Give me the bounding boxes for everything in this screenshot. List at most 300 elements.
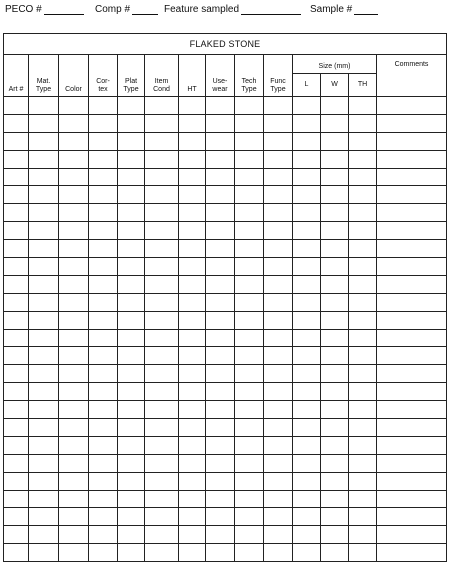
table-cell[interactable] (29, 186, 59, 204)
table-cell[interactable] (59, 222, 89, 240)
table-cell[interactable] (293, 329, 321, 347)
table-cell[interactable] (145, 401, 179, 419)
table-cell[interactable] (145, 526, 179, 544)
table-cell[interactable] (349, 222, 377, 240)
table-cell[interactable] (118, 419, 145, 437)
table-cell[interactable] (293, 526, 321, 544)
table-cell[interactable] (206, 436, 235, 454)
table-cell[interactable] (235, 454, 264, 472)
table-cell[interactable] (235, 186, 264, 204)
table-cell[interactable] (321, 168, 349, 186)
table-cell[interactable] (59, 401, 89, 419)
table-cell[interactable] (264, 419, 293, 437)
table-cell[interactable] (206, 186, 235, 204)
table-cell[interactable] (321, 204, 349, 222)
table-cell[interactable] (349, 97, 377, 115)
table-cell[interactable] (179, 186, 206, 204)
table-cell[interactable] (179, 168, 206, 186)
table-cell[interactable] (377, 240, 447, 258)
table-cell[interactable] (118, 222, 145, 240)
table-cell[interactable] (89, 150, 118, 168)
table-cell[interactable] (206, 311, 235, 329)
table-cell[interactable] (145, 168, 179, 186)
table-cell[interactable] (89, 275, 118, 293)
table-cell[interactable] (264, 132, 293, 150)
table-cell[interactable] (349, 436, 377, 454)
table-cell[interactable] (89, 329, 118, 347)
table-cell[interactable] (89, 347, 118, 365)
table-cell[interactable] (235, 275, 264, 293)
table-cell[interactable] (118, 365, 145, 383)
table-cell[interactable] (206, 293, 235, 311)
table-cell[interactable] (235, 168, 264, 186)
table-cell[interactable] (321, 526, 349, 544)
table-cell[interactable] (29, 240, 59, 258)
table-cell[interactable] (59, 454, 89, 472)
table-cell[interactable] (118, 168, 145, 186)
table-cell[interactable] (59, 168, 89, 186)
table-cell[interactable] (206, 329, 235, 347)
table-cell[interactable] (321, 97, 349, 115)
table-cell[interactable] (4, 490, 29, 508)
table-cell[interactable] (377, 150, 447, 168)
table-cell[interactable] (206, 383, 235, 401)
table-cell[interactable] (59, 186, 89, 204)
table-cell[interactable] (118, 258, 145, 276)
table-cell[interactable] (349, 293, 377, 311)
table-cell[interactable] (206, 275, 235, 293)
table-cell[interactable] (293, 97, 321, 115)
table-cell[interactable] (264, 311, 293, 329)
table-cell[interactable] (118, 401, 145, 419)
table-cell[interactable] (264, 204, 293, 222)
table-cell[interactable] (377, 508, 447, 526)
table-cell[interactable] (59, 311, 89, 329)
table-cell[interactable] (145, 365, 179, 383)
table-cell[interactable] (29, 383, 59, 401)
table-cell[interactable] (145, 293, 179, 311)
table-cell[interactable] (235, 544, 264, 562)
table-cell[interactable] (89, 383, 118, 401)
table-cell[interactable] (377, 401, 447, 419)
table-cell[interactable] (377, 544, 447, 562)
table-cell[interactable] (4, 97, 29, 115)
table-cell[interactable] (206, 347, 235, 365)
table-cell[interactable] (321, 490, 349, 508)
table-cell[interactable] (206, 114, 235, 132)
table-cell[interactable] (59, 419, 89, 437)
table-cell[interactable] (321, 436, 349, 454)
table-cell[interactable] (118, 526, 145, 544)
table-cell[interactable] (206, 472, 235, 490)
table-cell[interactable] (118, 508, 145, 526)
table-cell[interactable] (293, 419, 321, 437)
table-cell[interactable] (349, 168, 377, 186)
table-cell[interactable] (349, 114, 377, 132)
table-cell[interactable] (29, 97, 59, 115)
table-cell[interactable] (377, 526, 447, 544)
table-cell[interactable] (59, 204, 89, 222)
table-cell[interactable] (29, 275, 59, 293)
table-cell[interactable] (206, 97, 235, 115)
table-cell[interactable] (118, 329, 145, 347)
table-cell[interactable] (29, 132, 59, 150)
table-cell[interactable] (89, 472, 118, 490)
table-cell[interactable] (321, 293, 349, 311)
table-cell[interactable] (293, 544, 321, 562)
table-cell[interactable] (29, 258, 59, 276)
table-cell[interactable] (264, 293, 293, 311)
table-cell[interactable] (349, 275, 377, 293)
table-cell[interactable] (235, 311, 264, 329)
table-cell[interactable] (4, 347, 29, 365)
table-cell[interactable] (29, 347, 59, 365)
table-cell[interactable] (321, 544, 349, 562)
table-cell[interactable] (179, 544, 206, 562)
table-cell[interactable] (179, 97, 206, 115)
table-cell[interactable] (145, 436, 179, 454)
table-cell[interactable] (29, 114, 59, 132)
table-cell[interactable] (293, 311, 321, 329)
table-cell[interactable] (29, 526, 59, 544)
table-cell[interactable] (377, 329, 447, 347)
table-cell[interactable] (29, 204, 59, 222)
table-cell[interactable] (235, 293, 264, 311)
table-cell[interactable] (293, 204, 321, 222)
table-cell[interactable] (264, 114, 293, 132)
peco-number-blank[interactable] (44, 4, 84, 15)
table-cell[interactable] (89, 186, 118, 204)
table-cell[interactable] (4, 383, 29, 401)
table-cell[interactable] (4, 258, 29, 276)
table-cell[interactable] (145, 275, 179, 293)
table-cell[interactable] (377, 365, 447, 383)
table-cell[interactable] (377, 383, 447, 401)
table-cell[interactable] (206, 526, 235, 544)
sample-number-blank[interactable] (354, 4, 378, 15)
table-cell[interactable] (179, 329, 206, 347)
table-cell[interactable] (264, 401, 293, 419)
table-cell[interactable] (4, 365, 29, 383)
table-cell[interactable] (264, 329, 293, 347)
table-cell[interactable] (179, 222, 206, 240)
table-cell[interactable] (179, 526, 206, 544)
table-cell[interactable] (29, 508, 59, 526)
table-cell[interactable] (118, 240, 145, 258)
table-cell[interactable] (321, 222, 349, 240)
comp-number-field[interactable] (95, 4, 158, 15)
table-cell[interactable] (377, 347, 447, 365)
table-cell[interactable] (321, 365, 349, 383)
table-cell[interactable] (145, 240, 179, 258)
table-cell[interactable] (29, 168, 59, 186)
table-cell[interactable] (349, 401, 377, 419)
table-cell[interactable] (235, 436, 264, 454)
table-cell[interactable] (349, 150, 377, 168)
table-cell[interactable] (377, 258, 447, 276)
table-cell[interactable] (179, 436, 206, 454)
table-cell[interactable] (145, 97, 179, 115)
table-cell[interactable] (118, 311, 145, 329)
table-cell[interactable] (89, 293, 118, 311)
table-cell[interactable] (321, 258, 349, 276)
table-cell[interactable] (145, 311, 179, 329)
table-cell[interactable] (293, 275, 321, 293)
table-cell[interactable] (321, 114, 349, 132)
table-cell[interactable] (59, 526, 89, 544)
table-cell[interactable] (59, 293, 89, 311)
table-cell[interactable] (321, 150, 349, 168)
table-cell[interactable] (321, 454, 349, 472)
table-cell[interactable] (206, 222, 235, 240)
table-cell[interactable] (349, 365, 377, 383)
table-cell[interactable] (179, 454, 206, 472)
table-cell[interactable] (377, 204, 447, 222)
table-cell[interactable] (29, 472, 59, 490)
table-cell[interactable] (206, 132, 235, 150)
table-cell[interactable] (293, 454, 321, 472)
table-cell[interactable] (321, 186, 349, 204)
table-cell[interactable] (29, 293, 59, 311)
table-cell[interactable] (59, 365, 89, 383)
table-cell[interactable] (89, 365, 118, 383)
table-cell[interactable] (118, 454, 145, 472)
table-cell[interactable] (377, 132, 447, 150)
table-cell[interactable] (4, 329, 29, 347)
table-cell[interactable] (89, 526, 118, 544)
table-cell[interactable] (89, 544, 118, 562)
table-cell[interactable] (377, 490, 447, 508)
table-cell[interactable] (89, 401, 118, 419)
table-cell[interactable] (89, 454, 118, 472)
table-cell[interactable] (59, 240, 89, 258)
table-cell[interactable] (264, 275, 293, 293)
table-cell[interactable] (293, 508, 321, 526)
table-cell[interactable] (235, 472, 264, 490)
table-cell[interactable] (235, 222, 264, 240)
table-cell[interactable] (118, 204, 145, 222)
table-cell[interactable] (321, 347, 349, 365)
table-cell[interactable] (264, 436, 293, 454)
table-cell[interactable] (377, 222, 447, 240)
table-cell[interactable] (118, 132, 145, 150)
table-cell[interactable] (377, 436, 447, 454)
table-cell[interactable] (179, 204, 206, 222)
table-cell[interactable] (206, 508, 235, 526)
table-cell[interactable] (349, 240, 377, 258)
table-cell[interactable] (293, 150, 321, 168)
table-cell[interactable] (89, 204, 118, 222)
table-cell[interactable] (59, 97, 89, 115)
table-cell[interactable] (59, 132, 89, 150)
table-cell[interactable] (206, 490, 235, 508)
table-cell[interactable] (59, 508, 89, 526)
table-cell[interactable] (4, 168, 29, 186)
table-cell[interactable] (349, 204, 377, 222)
table-cell[interactable] (145, 508, 179, 526)
table-cell[interactable] (4, 150, 29, 168)
table-cell[interactable] (29, 365, 59, 383)
table-cell[interactable] (145, 383, 179, 401)
table-cell[interactable] (179, 311, 206, 329)
table-cell[interactable] (59, 347, 89, 365)
table-cell[interactable] (59, 114, 89, 132)
table-cell[interactable] (179, 419, 206, 437)
table-cell[interactable] (89, 311, 118, 329)
table-cell[interactable] (145, 329, 179, 347)
table-cell[interactable] (118, 436, 145, 454)
table-cell[interactable] (377, 293, 447, 311)
table-cell[interactable] (264, 240, 293, 258)
table-cell[interactable] (293, 472, 321, 490)
table-cell[interactable] (377, 419, 447, 437)
table-cell[interactable] (206, 365, 235, 383)
table-cell[interactable] (179, 401, 206, 419)
table-cell[interactable] (293, 490, 321, 508)
table-cell[interactable] (179, 258, 206, 276)
table-cell[interactable] (179, 365, 206, 383)
table-cell[interactable] (235, 365, 264, 383)
table-cell[interactable] (235, 347, 264, 365)
feature-sampled-blank[interactable] (241, 4, 301, 15)
table-cell[interactable] (206, 258, 235, 276)
table-cell[interactable] (321, 132, 349, 150)
table-cell[interactable] (118, 293, 145, 311)
table-cell[interactable] (264, 97, 293, 115)
table-cell[interactable] (321, 275, 349, 293)
table-cell[interactable] (89, 419, 118, 437)
table-cell[interactable] (179, 240, 206, 258)
table-cell[interactable] (293, 222, 321, 240)
table-cell[interactable] (349, 258, 377, 276)
table-cell[interactable] (179, 490, 206, 508)
feature-sampled-field[interactable] (164, 4, 301, 15)
table-cell[interactable] (349, 311, 377, 329)
table-cell[interactable] (145, 454, 179, 472)
table-cell[interactable] (118, 383, 145, 401)
table-cell[interactable] (264, 472, 293, 490)
table-cell[interactable] (59, 329, 89, 347)
table-cell[interactable] (29, 454, 59, 472)
table-cell[interactable] (29, 544, 59, 562)
table-cell[interactable] (377, 472, 447, 490)
table-cell[interactable] (145, 222, 179, 240)
table-cell[interactable] (349, 454, 377, 472)
table-cell[interactable] (349, 329, 377, 347)
table-cell[interactable] (29, 150, 59, 168)
table-cell[interactable] (321, 329, 349, 347)
table-cell[interactable] (4, 311, 29, 329)
table-cell[interactable] (29, 401, 59, 419)
table-cell[interactable] (145, 347, 179, 365)
table-cell[interactable] (89, 222, 118, 240)
table-cell[interactable] (59, 383, 89, 401)
table-cell[interactable] (4, 240, 29, 258)
table-cell[interactable] (321, 508, 349, 526)
table-cell[interactable] (4, 526, 29, 544)
table-cell[interactable] (235, 490, 264, 508)
table-cell[interactable] (4, 436, 29, 454)
table-cell[interactable] (235, 114, 264, 132)
table-cell[interactable] (59, 275, 89, 293)
table-cell[interactable] (293, 240, 321, 258)
table-cell[interactable] (206, 454, 235, 472)
table-cell[interactable] (264, 347, 293, 365)
table-cell[interactable] (349, 419, 377, 437)
table-cell[interactable] (293, 258, 321, 276)
table-cell[interactable] (29, 311, 59, 329)
table-cell[interactable] (206, 544, 235, 562)
table-cell[interactable] (179, 508, 206, 526)
table-cell[interactable] (235, 526, 264, 544)
table-cell[interactable] (206, 168, 235, 186)
table-cell[interactable] (59, 150, 89, 168)
table-cell[interactable] (89, 258, 118, 276)
table-cell[interactable] (293, 132, 321, 150)
table-cell[interactable] (179, 275, 206, 293)
table-cell[interactable] (118, 544, 145, 562)
table-cell[interactable] (29, 419, 59, 437)
table-cell[interactable] (4, 186, 29, 204)
table-cell[interactable] (29, 329, 59, 347)
table-cell[interactable] (235, 401, 264, 419)
table-cell[interactable] (118, 472, 145, 490)
table-cell[interactable] (264, 490, 293, 508)
table-cell[interactable] (293, 293, 321, 311)
table-cell[interactable] (264, 222, 293, 240)
table-cell[interactable] (235, 97, 264, 115)
table-cell[interactable] (349, 508, 377, 526)
table-cell[interactable] (264, 526, 293, 544)
table-cell[interactable] (145, 150, 179, 168)
table-cell[interactable] (377, 275, 447, 293)
table-cell[interactable] (145, 490, 179, 508)
table-cell[interactable] (293, 401, 321, 419)
table-cell[interactable] (89, 168, 118, 186)
table-cell[interactable] (206, 204, 235, 222)
table-cell[interactable] (377, 454, 447, 472)
table-cell[interactable] (118, 150, 145, 168)
peco-number-field[interactable] (5, 4, 84, 15)
table-cell[interactable] (321, 472, 349, 490)
table-cell[interactable] (349, 472, 377, 490)
table-cell[interactable] (59, 490, 89, 508)
table-cell[interactable] (293, 347, 321, 365)
comp-number-blank[interactable] (132, 4, 158, 15)
table-cell[interactable] (118, 114, 145, 132)
table-cell[interactable] (349, 186, 377, 204)
table-cell[interactable] (235, 240, 264, 258)
table-cell[interactable] (4, 293, 29, 311)
table-cell[interactable] (4, 508, 29, 526)
table-cell[interactable] (89, 436, 118, 454)
table-cell[interactable] (179, 472, 206, 490)
table-cell[interactable] (349, 490, 377, 508)
table-cell[interactable] (145, 419, 179, 437)
table-cell[interactable] (235, 258, 264, 276)
table-cell[interactable] (264, 454, 293, 472)
table-cell[interactable] (293, 365, 321, 383)
table-cell[interactable] (179, 347, 206, 365)
table-cell[interactable] (179, 383, 206, 401)
table-cell[interactable] (4, 275, 29, 293)
table-cell[interactable] (118, 347, 145, 365)
table-cell[interactable] (264, 383, 293, 401)
table-cell[interactable] (206, 150, 235, 168)
table-cell[interactable] (293, 168, 321, 186)
table-cell[interactable] (4, 204, 29, 222)
table-cell[interactable] (89, 132, 118, 150)
